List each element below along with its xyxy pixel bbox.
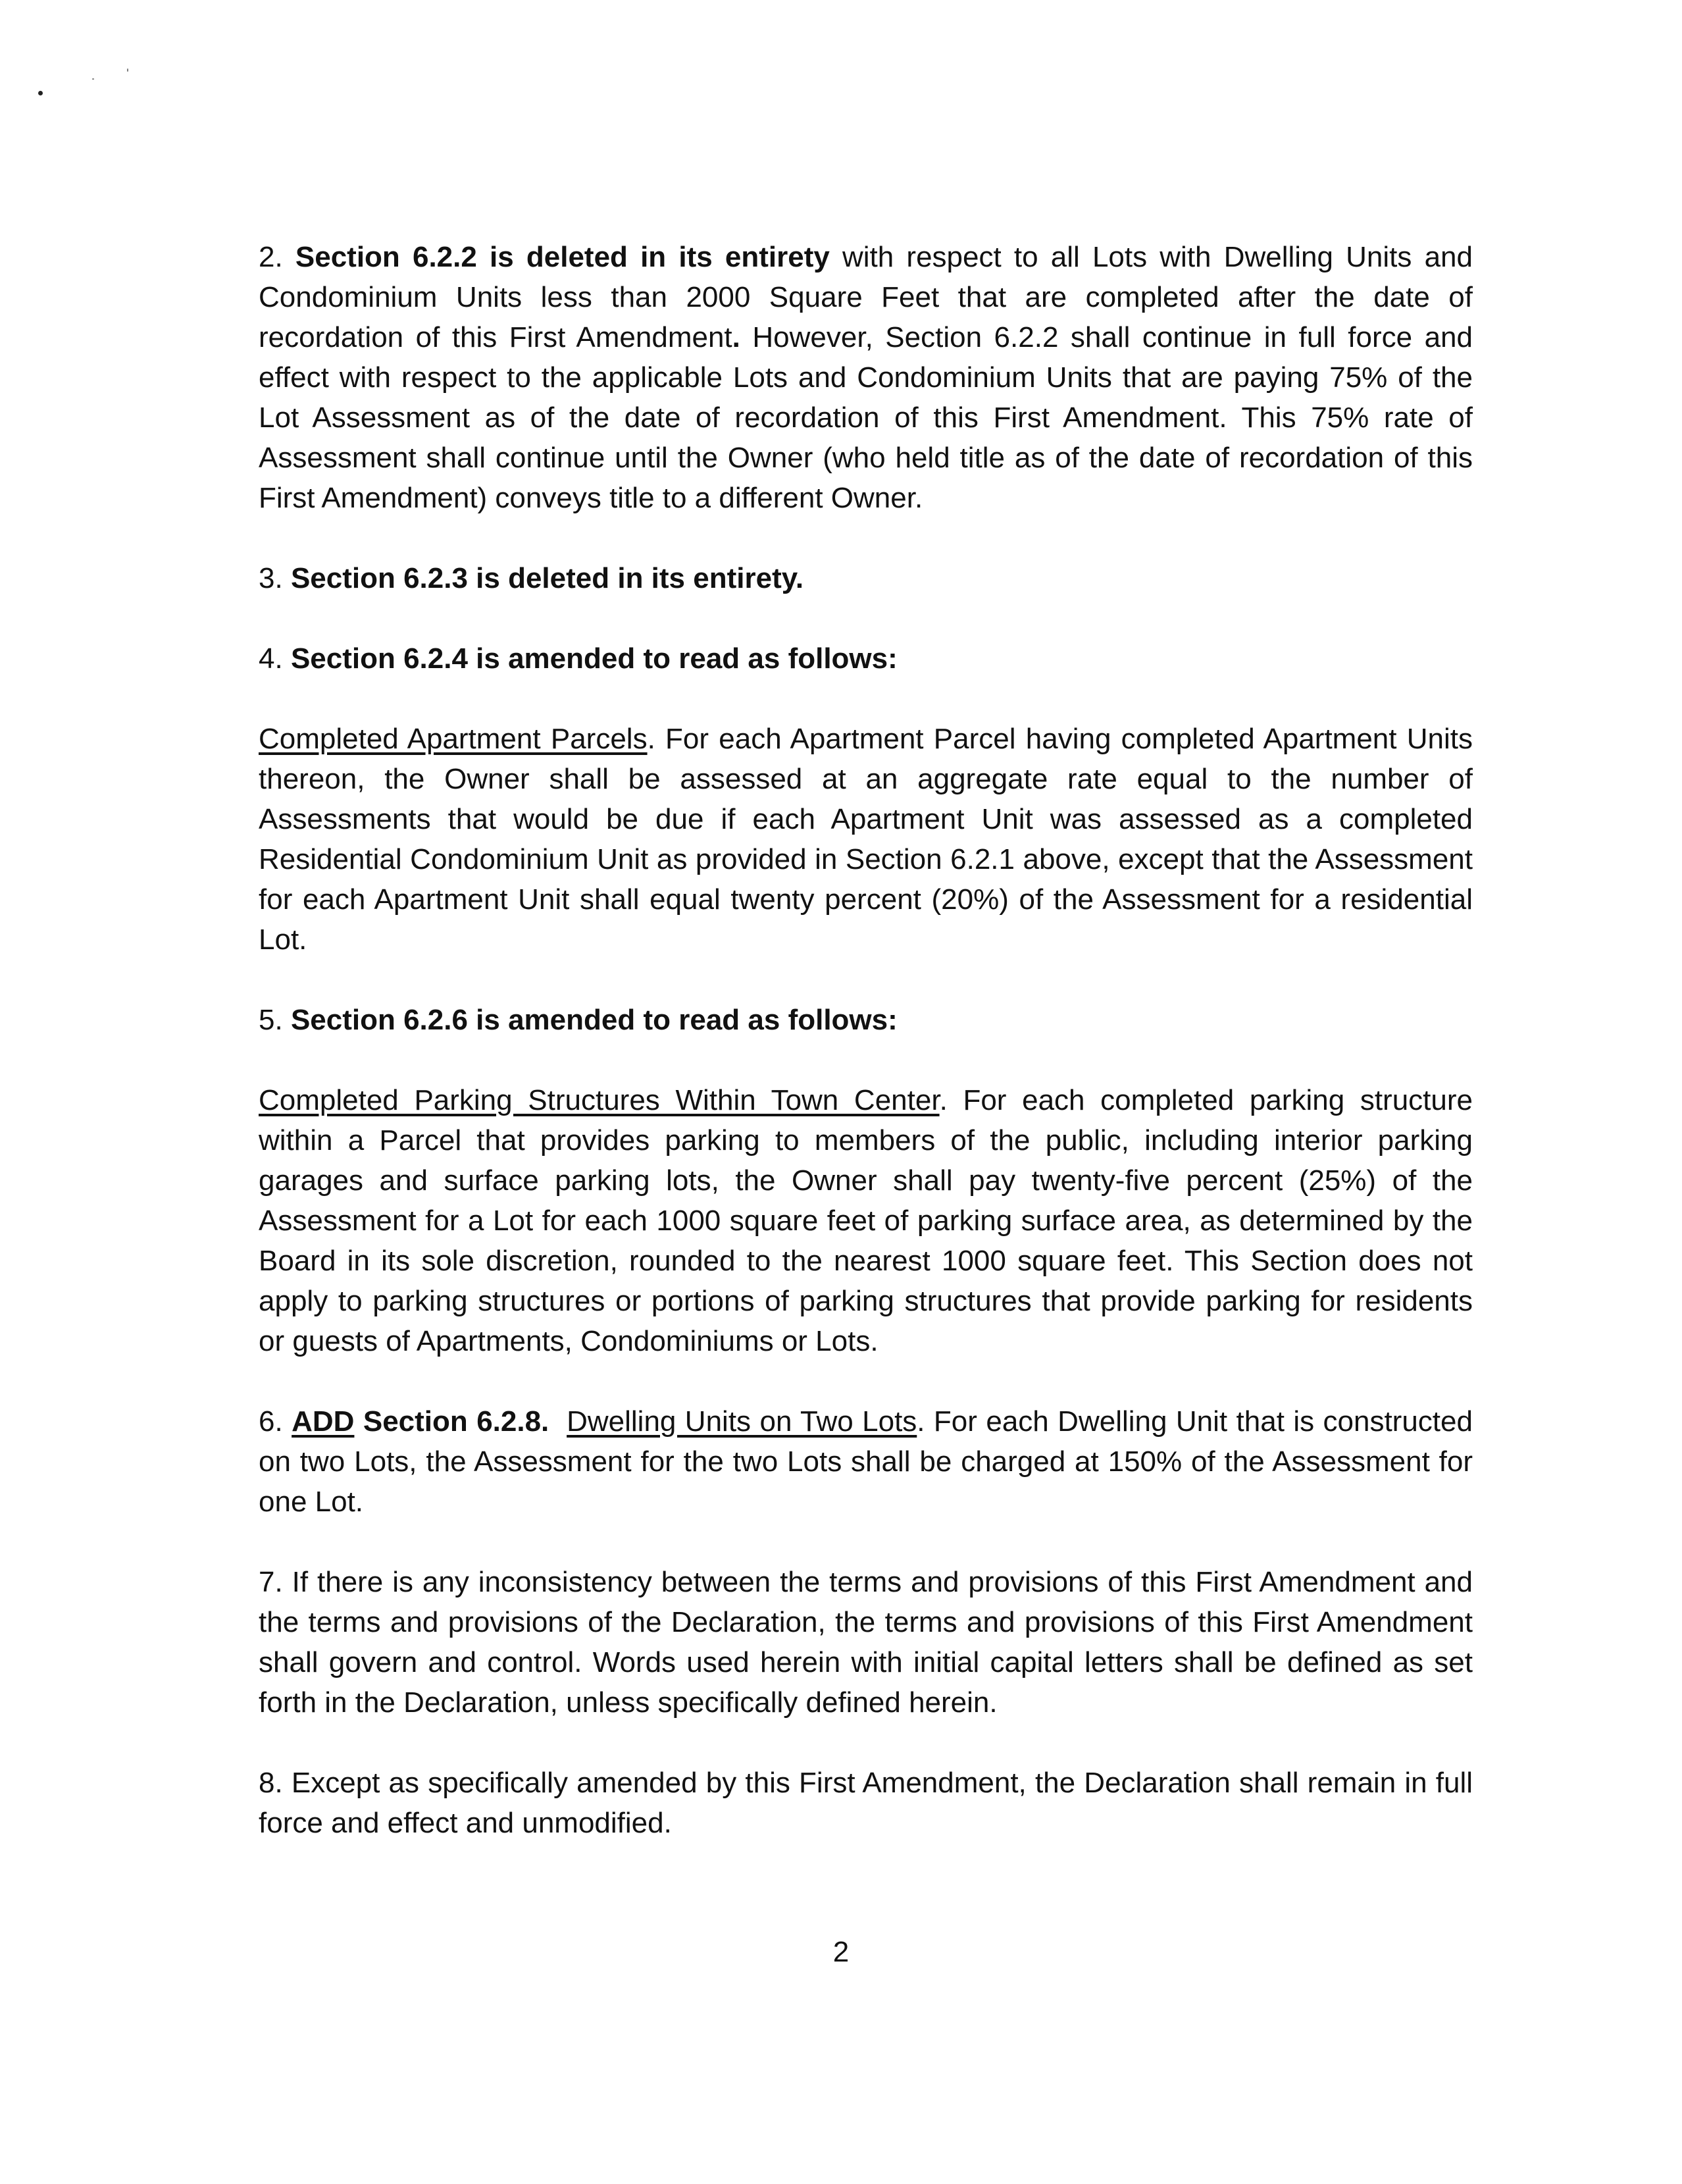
paragraph-number: 7. <box>259 1566 283 1598</box>
paragraph-4 <box>259 638 1473 679</box>
paragraph-3 <box>259 558 1473 598</box>
paragraph-number: 6. <box>259 1405 283 1438</box>
paragraph-text: . For each Apartment Parcel having completed Apartment Units thereon, the Owner shall be assessed at an aggregate rate equal to the number of Assessments that would be due if each Apartment Unit was assessed as a completed Residential Condominium Unit as provided in Section 6.2.1 above, except that the Assessment for each Apartment Unit shall equal twenty percent (20%) of the Assessment for a residential Lot. <box>259 723 1473 956</box>
paragraph-6 <box>259 1401 1473 1522</box>
subsection-title: Completed Apartment Parcels <box>259 723 648 755</box>
paragraph-text: However, Section 6.2.2 shall continue in full force and effect with respect to the applicable Lots and Condominium Units that are paying 75% of the Lot Assessment as of the date of recordation of this First Amendment. This 75% rate of Assessment shall continue until the Owner (who held title as of the date of recordation of this First Amendment) conveys title to a different Owner. <box>259 321 1473 514</box>
paragraph-number: 8. <box>259 1767 283 1799</box>
paragraph-text: . For each Dwelling Unit that is constructed on two Lots, the Assessment for the two Lots shall be charged at 150% of the Assessment for one Lot. <box>259 1405 1473 1518</box>
scan-speck <box>38 91 43 95</box>
paragraph-8 <box>259 1763 1473 1843</box>
paragraph-text: . For each completed parking structure within a Parcel that provides parking to members of the public, including interior parking garages and surface parking lots, the Owner shall pay twenty-five percent (25%) of the Assessment for a Lot for each 1000 square feet of parking surface area, as determined by the Board in its sole discretion, rounded to the nearest 1000 square feet. This Section does not apply to parking structures or portions of parking structures that provide parking for residents or guests of Apartments, Condominiums or Lots. <box>259 1084 1473 1357</box>
section-heading: Section 6.2.3 is deleted in its entirety. <box>290 562 804 594</box>
paragraph-2 <box>259 237 1473 518</box>
section-heading: Section 6.2.6 is amended to read as follows: <box>290 1004 898 1036</box>
section-heading: Section 6.2.2 is deleted in its entirety <box>295 241 830 273</box>
paragraph-number: 5. <box>259 1004 283 1036</box>
add-marker: ADD <box>292 1405 355 1438</box>
paragraph-number: 3. <box>259 562 283 594</box>
paragraph-text: Except as specifically amended by this First Amendment, the Declaration shall remain in full force and effect and unmodified. <box>259 1767 1473 1839</box>
paragraph-text: with respect to all Lots with Dwelling Units and Condominium Units less than 2000 Square Feet that are completed after the date of recordation of this First Amendment <box>259 241 1473 353</box>
paragraph-number: 2. <box>259 241 283 273</box>
section-heading: Section 6.2.8. <box>354 1405 549 1438</box>
bold-period: . <box>732 321 740 353</box>
scan-speck <box>127 68 128 72</box>
subsection-title: Completed Parking Structures Within Town Center <box>259 1084 940 1116</box>
paragraph-number: 4. <box>259 642 283 675</box>
document-body <box>259 237 1473 1883</box>
paragraph-5 <box>259 1000 1473 1040</box>
paragraph-4-body <box>259 719 1473 960</box>
paragraph-5-body <box>259 1080 1473 1361</box>
scan-speck <box>92 78 94 80</box>
section-heading: Section 6.2.4 is amended to read as follows: <box>290 642 898 675</box>
paragraph-text: If there is any inconsistency between the terms and provisions of this First Amendment and the terms and provisions of the Declaration, the terms and provisions of this First Amendment shall govern and control. Words used herein with initial capital letters shall be defined as set forth in the Declaration, unless specifically defined herein. <box>259 1566 1473 1719</box>
page-number: 2 <box>832 1936 850 1968</box>
subsection-title: Dwelling Units on Two Lots <box>567 1405 917 1438</box>
paragraph-7 <box>259 1562 1473 1723</box>
